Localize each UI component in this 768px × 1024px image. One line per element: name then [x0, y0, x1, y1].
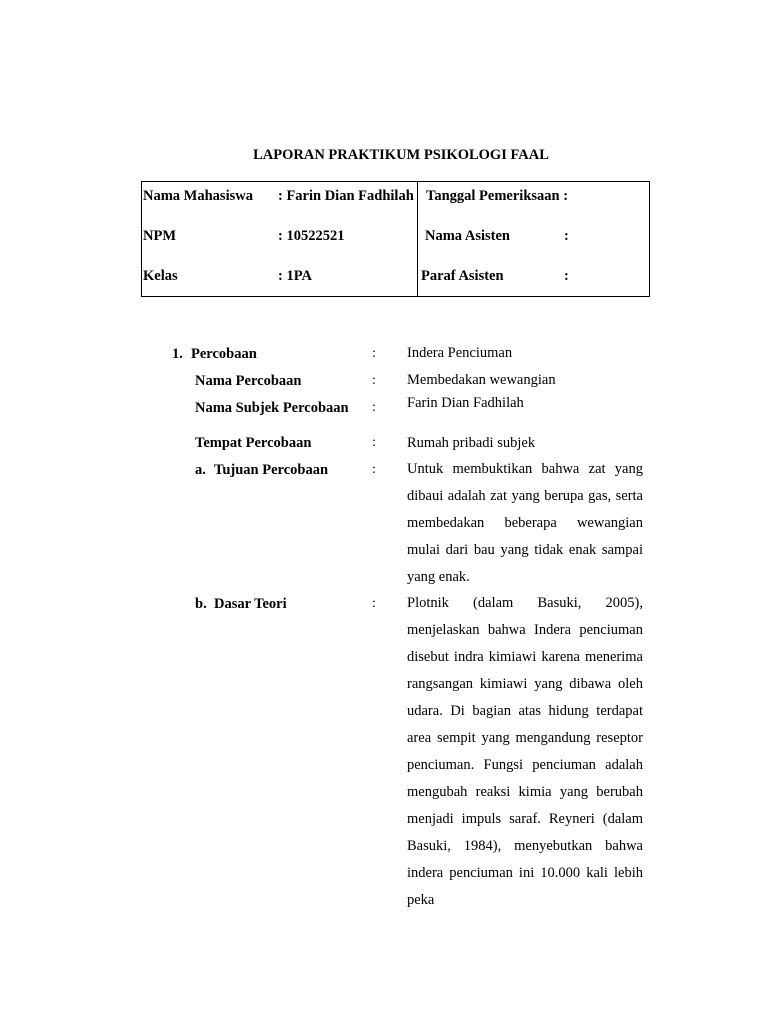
assistant-sign-colon: : — [564, 268, 569, 284]
nama-percobaan-colon: : — [372, 373, 376, 388]
assistant-name-label: Nama Asisten — [425, 228, 510, 244]
tempat-label: Tempat Percobaan — [195, 435, 312, 451]
report-title: LAPORAN PRAKTIKUM PSIKOLOGI FAAL — [253, 147, 549, 163]
percobaan-label: Percobaan — [191, 346, 257, 362]
tempat-value: Rumah pribadi subjek — [407, 435, 536, 451]
dasar-marker: b. — [195, 596, 207, 612]
identity-box-divider — [417, 181, 418, 297]
student-name-label: Nama Mahasiswa — [143, 188, 253, 204]
exam-date-label: Tanggal Pemeriksaan : — [426, 188, 569, 204]
student-name-value: : Farin Dian Fadhilah — [278, 188, 414, 204]
tujuan-marker: a. — [195, 462, 206, 478]
percobaan-colon: : — [372, 346, 376, 361]
dasar-teori-text: Plotnik (dalam Basuki, 2005), menjelaskan bahwa Indera penciuman disebut indra kimiawi karena menerima rangsangan kimiawi yang dibawa oleh udara. Di bagian atas hidung terdapat area sempit yang mengandung reseptor penciuman. Fungsi penciuman adalah mengubah reaksi kimia yang berubah menjadi impuls saraf. Reyneri (dalam Basuki, 1984), menyebutkan bahwa indera penciuman ini 10.000 kali lebih peka — [407, 595, 643, 908]
class-label: Kelas — [143, 268, 178, 284]
nama-percobaan-label: Nama Percobaan — [195, 373, 302, 389]
class-value: : 1PA — [278, 268, 312, 284]
dasar-colon: : — [372, 596, 376, 611]
tujuan-text: Untuk membuktikan bahwa zat yang dibaui adalah zat yang berupa gas, serta membedakan beberapa wewangian mulai dari bau yang tidak enak sampai yang enak. — [407, 461, 643, 585]
subjek-label: Nama Subjek Percobaan — [195, 400, 349, 416]
nama-percobaan-value: Membedakan wewangian — [407, 372, 556, 388]
percobaan-value: Indera Penciuman — [407, 345, 513, 361]
assistant-sign-label: Paraf Asisten — [421, 268, 504, 284]
tempat-colon: : — [372, 435, 376, 450]
subjek-colon: : — [372, 400, 376, 415]
npm-label: NPM — [143, 228, 177, 244]
section-number: 1. — [172, 346, 183, 362]
assistant-name-colon: : — [564, 228, 569, 244]
npm-value: : 10522521 — [278, 228, 345, 244]
subjek-value: Farin Dian Fadhilah — [407, 395, 524, 411]
tujuan-colon: : — [372, 462, 376, 477]
dasar-label: Dasar Teori — [214, 596, 287, 612]
tujuan-label: Tujuan Percobaan — [214, 462, 329, 478]
